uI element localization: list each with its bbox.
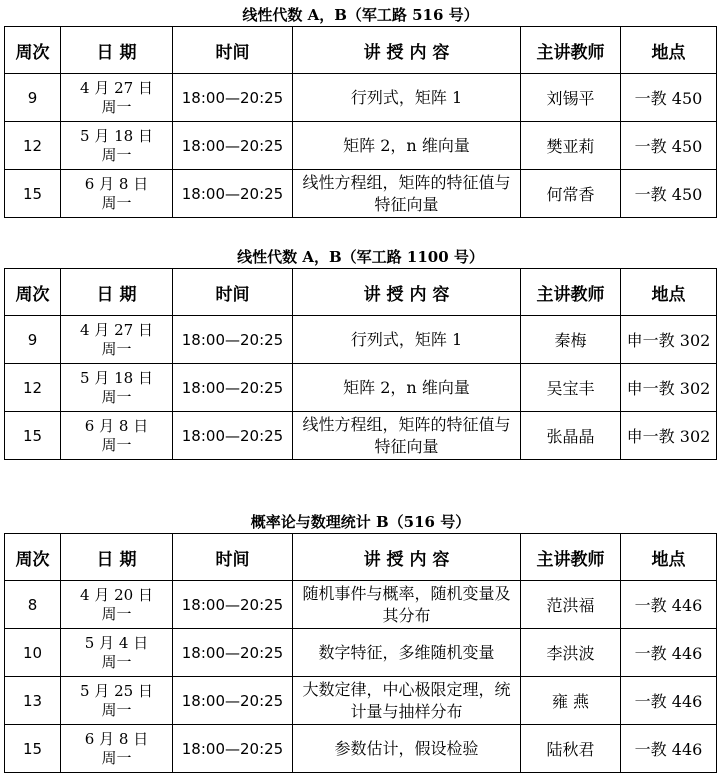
teacher-cell: 范洪福 [521, 581, 621, 629]
place-cell: 申一教 302 [621, 316, 717, 364]
week-cell: 15 [5, 725, 61, 773]
content-cell: 行列式，矩阵 1 [293, 316, 521, 364]
date-cell [61, 725, 173, 773]
table-row [5, 316, 717, 364]
header-row [5, 534, 717, 581]
place-cell: 一教 450 [621, 74, 717, 122]
table-row [5, 581, 717, 629]
date-cell [61, 412, 173, 460]
place-cell: 一教 446 [621, 677, 717, 725]
teacher-cell: 张晶晶 [521, 412, 621, 460]
week-cell: 9 [5, 316, 61, 364]
schedule-table [4, 26, 717, 218]
date-text: 4 月 27 日 [80, 320, 153, 339]
content-cell: 数字特征，多维随机变量 [293, 629, 521, 677]
date-cell [61, 629, 173, 677]
table-row [5, 677, 717, 725]
column-header: 日 期 [61, 269, 173, 316]
table-row [5, 412, 717, 460]
date-cell [61, 316, 173, 364]
schedule-block-3 [0, 511, 721, 773]
column-header: 讲 授 内 容 [293, 269, 521, 316]
weekday-text: 周一 [101, 700, 132, 719]
time-cell: 18:00—20:25 [173, 316, 293, 364]
date-text: 6 月 8 日 [84, 416, 149, 435]
date-text: 6 月 8 日 [84, 174, 149, 193]
column-header: 周次 [5, 269, 61, 316]
place-cell: 申一教 302 [621, 412, 717, 460]
date-text: 5 月 4 日 [84, 633, 149, 652]
weekday-text: 周一 [101, 435, 132, 454]
column-header: 讲 授 内 容 [293, 27, 521, 74]
content-cell: 线性方程组，矩阵的特征值与特征向量 [293, 412, 521, 460]
week-cell: 12 [5, 122, 61, 170]
teacher-cell: 李洪波 [521, 629, 621, 677]
column-header: 地点 [621, 534, 717, 581]
teacher-cell: 刘锡平 [521, 74, 621, 122]
time-cell: 18:00—20:25 [173, 170, 293, 218]
week-cell: 15 [5, 170, 61, 218]
week-cell: 15 [5, 412, 61, 460]
column-header: 讲 授 内 容 [293, 534, 521, 581]
column-header: 主讲教师 [521, 534, 621, 581]
column-header: 日 期 [61, 534, 173, 581]
table-row [5, 170, 717, 218]
weekday-text: 周一 [101, 604, 132, 623]
teacher-cell: 吴宝丰 [521, 364, 621, 412]
content-cell: 大数定律，中心极限定理，统计量与抽样分布 [293, 677, 521, 725]
content-cell: 行列式，矩阵 1 [293, 74, 521, 122]
place-cell: 一教 450 [621, 122, 717, 170]
teacher-cell: 秦梅 [521, 316, 621, 364]
weekday-text: 周一 [101, 145, 132, 164]
teacher-cell: 雍 燕 [521, 677, 621, 725]
weekday-text: 周一 [101, 652, 132, 671]
column-header: 主讲教师 [521, 269, 621, 316]
time-cell: 18:00—20:25 [173, 364, 293, 412]
date-text: 4 月 27 日 [80, 78, 153, 97]
weekday-text: 周一 [101, 748, 132, 767]
table-title: 概率论与数理统计 B（516 号） [250, 513, 471, 531]
table-title: 线性代数 A，B（军工路 1100 号） [237, 248, 484, 266]
content-cell: 参数估计，假设检验 [293, 725, 521, 773]
date-cell [61, 122, 173, 170]
date-cell [61, 581, 173, 629]
content-cell: 矩阵 2，n 维向量 [293, 364, 521, 412]
time-cell: 18:00—20:25 [173, 581, 293, 629]
time-cell: 18:00—20:25 [173, 725, 293, 773]
content-cell: 线性方程组，矩阵的特征值与特征向量 [293, 170, 521, 218]
table-row [5, 74, 717, 122]
table-row [5, 122, 717, 170]
weekday-text: 周一 [101, 193, 132, 212]
date-text: 5 月 25 日 [80, 681, 153, 700]
teacher-cell: 樊亚莉 [521, 122, 621, 170]
header-row [5, 269, 717, 316]
schedule-block-2 [0, 246, 721, 460]
schedule-block-1 [0, 4, 721, 218]
week-cell: 13 [5, 677, 61, 725]
column-header: 地点 [621, 269, 717, 316]
column-header: 地点 [621, 27, 717, 74]
place-cell: 一教 446 [621, 629, 717, 677]
place-cell: 一教 450 [621, 170, 717, 218]
week-cell: 8 [5, 581, 61, 629]
date-cell [61, 677, 173, 725]
time-cell: 18:00—20:25 [173, 122, 293, 170]
place-cell: 一教 446 [621, 725, 717, 773]
week-cell: 9 [5, 74, 61, 122]
weekday-text: 周一 [101, 387, 132, 406]
table-title: 线性代数 A，B（军工路 516 号） [242, 6, 479, 24]
teacher-cell: 何常香 [521, 170, 621, 218]
teacher-cell: 陆秋君 [521, 725, 621, 773]
date-text: 5 月 18 日 [80, 126, 153, 145]
table-row [5, 725, 717, 773]
schedule-table [4, 268, 717, 460]
place-cell: 申一教 302 [621, 364, 717, 412]
content-cell: 矩阵 2，n 维向量 [293, 122, 521, 170]
time-cell: 18:00—20:25 [173, 677, 293, 725]
week-cell: 10 [5, 629, 61, 677]
header-row [5, 27, 717, 74]
column-header: 主讲教师 [521, 27, 621, 74]
date-cell [61, 74, 173, 122]
content-cell: 随机事件与概率，随机变量及其分布 [293, 581, 521, 629]
column-header: 时间 [173, 269, 293, 316]
column-header: 周次 [5, 534, 61, 581]
date-text: 5 月 18 日 [80, 368, 153, 387]
time-cell: 18:00—20:25 [173, 412, 293, 460]
time-cell: 18:00—20:25 [173, 629, 293, 677]
column-header: 时间 [173, 534, 293, 581]
time-cell: 18:00—20:25 [173, 74, 293, 122]
date-cell [61, 364, 173, 412]
date-text: 6 月 8 日 [84, 729, 149, 748]
place-cell: 一教 446 [621, 581, 717, 629]
column-header: 日 期 [61, 27, 173, 74]
weekday-text: 周一 [101, 339, 132, 358]
column-header: 周次 [5, 27, 61, 74]
date-text: 4 月 20 日 [80, 585, 153, 604]
weekday-text: 周一 [101, 97, 132, 116]
table-row [5, 364, 717, 412]
table-row [5, 629, 717, 677]
week-cell: 12 [5, 364, 61, 412]
date-cell [61, 170, 173, 218]
column-header: 时间 [173, 27, 293, 74]
schedule-table [4, 533, 717, 773]
